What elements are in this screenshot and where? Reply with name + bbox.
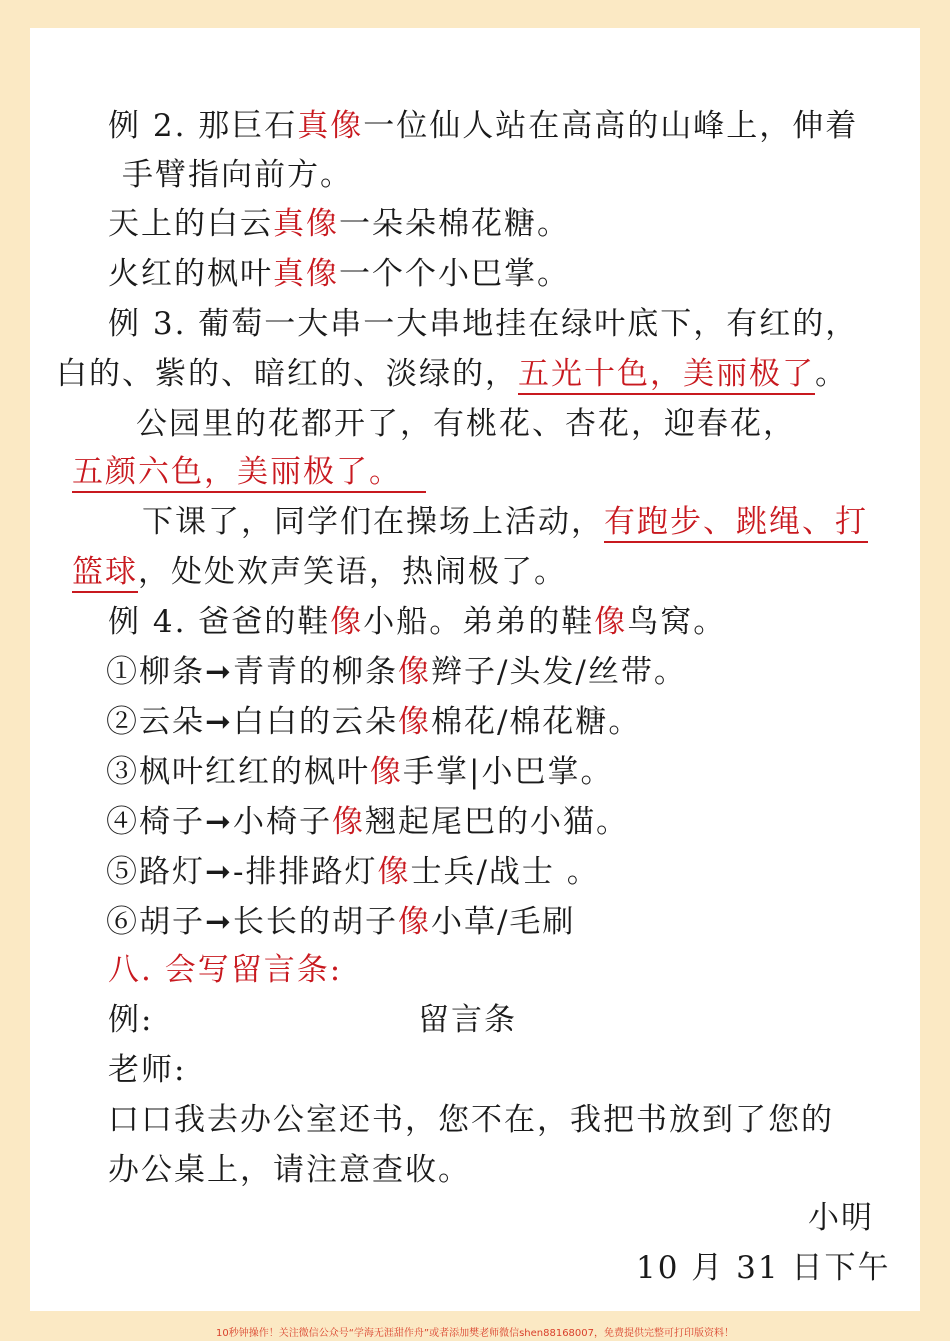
list-item [106,902,575,942]
text: 下课了，同学们在操场上活动， [142,504,604,540]
note-signature: 小明 [808,1200,874,1236]
ex3-line-6 [72,552,567,592]
underlined-highlight: 有跑步、跳绳、打 [604,504,868,543]
text: 手掌|小巴掌。 [403,754,614,790]
text: 一位仙人站在高高的山峰上，伸着 [363,108,859,144]
text: 一朵朵棉花糖。 [339,206,570,242]
highlight: 像 [330,604,364,640]
text: 火红的枫叶 [108,256,273,292]
text: ⑥胡子➞长长的胡子 [106,904,398,940]
ex3-line-4 [72,452,426,492]
highlight: 像 [377,854,411,890]
highlight: 像 [370,754,403,790]
note-title: 留言条 [418,1002,517,1038]
highlight: 像 [594,604,628,640]
ex2-line-1 [108,106,858,146]
ex3-line-3: 公园里的花都开了，有桃花、杏花，迎春花， [136,406,796,442]
text: ③枫叶红红的枫叶 [106,754,370,790]
list-item [106,752,613,792]
text: 例 2. 那巨石 [108,108,298,144]
ex3-line-1: 例 3. 葡萄一大串一大串地挂在绿叶底下，有红的， [108,306,859,342]
underlined-highlight: 五光十色，美丽极了 [518,356,815,395]
highlight: 真像 [273,256,339,292]
highlight: 像 [397,654,431,690]
text: ⑤路灯➞-排排路灯 [106,854,378,890]
text: 一个个小巴掌。 [339,256,570,292]
highlight: 真像 [273,206,339,242]
text: 辫子/头发/丝带。 [430,654,687,690]
note-salutation: 老师: [108,1052,187,1088]
text: 例 4. 爸爸的鞋 [108,604,331,640]
note-date: 10 月 31 日下午 [636,1250,891,1286]
highlight: 像 [331,804,365,840]
list-item [106,852,600,892]
section-heading: 八. 会写留言条: [108,952,343,988]
underlined-highlight: 五颜六色，美丽极了。 [72,454,426,493]
text: 小草/毛刷 [430,904,576,940]
document-page [30,28,920,1311]
ex2-line-2: 手臂指向前方。 [122,157,353,193]
text: 棉花/棉花糖。 [430,704,642,740]
note-body-line-1: 口口我去办公室还书，您不在，我把书放到了您的 [108,1102,834,1138]
ex2-line-3 [108,204,570,244]
footer-notice: 10秒钟操作！关注微信公众号“学海无涯甜作舟”或者添加樊老师微信shen88168007，免费提供完整可打印版资料！ [215,1328,735,1339]
list-item [106,652,687,692]
ex4-line-1 [108,602,726,642]
example-label: 例: [108,1002,154,1038]
ex2-line-4 [108,254,570,294]
note-body-line-2: 办公桌上，请注意查收。 [108,1152,471,1188]
list-item [106,802,629,842]
text: ，处处欢声笑语，热闹极了。 [138,554,567,590]
text: 士兵/战士 。 [410,854,600,890]
text: 翘起尾巴的小猫。 [364,804,629,840]
highlight: 真像 [297,108,364,144]
highlight: 像 [397,904,431,940]
text: ④椅子➞小椅子 [106,804,332,840]
highlight: 像 [397,704,431,740]
text: 小船。弟弟的鞋 [363,604,595,640]
text: 。 [815,356,848,392]
text: ①柳条➞青青的柳条 [106,654,398,690]
text: ②云朵➞白白的云朵 [106,704,398,740]
text: 天上的白云 [108,206,273,242]
ex3-line-2 [56,354,848,394]
text: 鸟窝。 [627,604,727,640]
list-item [106,702,641,742]
ex3-line-5 [142,502,868,542]
text: 白的、紫的、暗红的、淡绿的， [56,356,518,392]
underlined-highlight: 篮球 [72,554,138,593]
